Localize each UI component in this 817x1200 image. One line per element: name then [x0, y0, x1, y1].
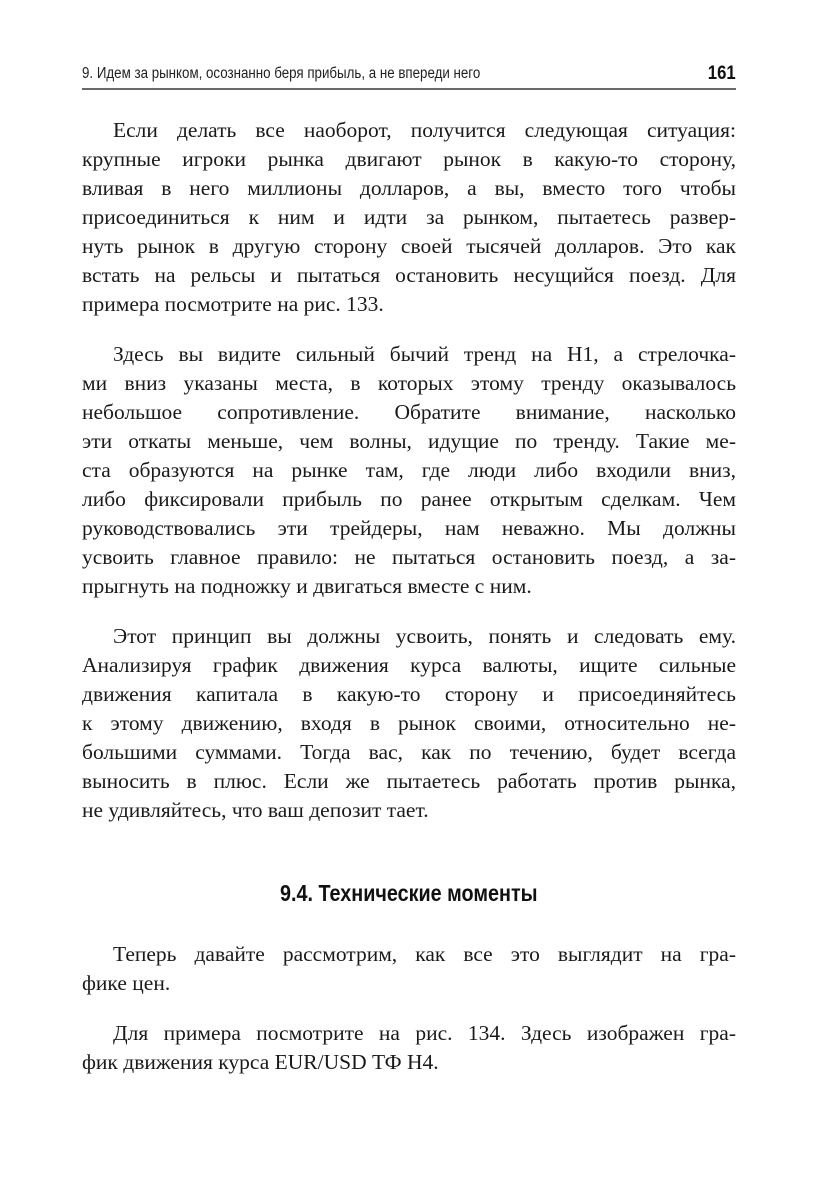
text-line: небольшое сопротивление. Обратите внимание, насколько	[82, 400, 736, 424]
section-heading-text: 9.4. Технические моменты	[280, 880, 538, 906]
text-line: Если делать все наоборот, получится следующая ситуация:	[113, 118, 736, 142]
text-line: усвоить главное правило: не пытаться остановить поезд, а за-	[82, 545, 736, 569]
text-line: Теперь давайте рассмотрим, как все это выглядит на гра-	[113, 942, 736, 966]
text-line: вливая в него миллионы долларов, а вы, вместо того чтобы	[82, 176, 736, 200]
text-line: выносить в плюс. Если же пытаетесь работать против рынка,	[82, 769, 736, 793]
text-line: эти откаты меньше, чем волны, идущие по тренду. Такие ме-	[82, 429, 736, 453]
text-line: ста образуются на рынке там, где люди либо входили вниз,	[82, 458, 736, 482]
text-line: к этому движению, входя в рынок своими, относительно не-	[82, 711, 736, 735]
paragraph	[82, 1019, 736, 1077]
text-line: Этот принцип вы должны усвоить, понять и следовать ему.	[113, 624, 736, 648]
main-text	[82, 116, 736, 846]
paragraph	[82, 940, 736, 998]
text-line: ми вниз указаны места, в которых этому тренду оказывалось	[82, 371, 736, 395]
text-line: руководствовались эти трейдеры, нам неважно. Мы должны	[82, 516, 736, 540]
text-line: встать на рельсы и пытаться остановить несущийся поезд. Для	[82, 263, 736, 287]
text-line: примера посмотрите на рис. 133.	[82, 292, 384, 316]
paragraph	[82, 340, 736, 601]
section-text	[82, 940, 736, 1098]
text-line: фик движения курса EUR/USD ТФ H4.	[82, 1050, 439, 1074]
text-line: нуть рынок в другую сторону своей тысячей долларов. Это как	[82, 234, 736, 258]
text-line: Анализируя график движения курса валюты, ищите сильные	[82, 653, 736, 677]
text-line: не удивляйтесь, что ваш депозит тает.	[82, 798, 429, 822]
chapter-title: 9. Идем за рынком, осознанно беря прибыль, а не впереди него	[82, 65, 481, 82]
text-line: Для примера посмотрите на рис. 134. Здесь изображен гра-	[113, 1021, 736, 1045]
text-line: крупные игроки рынка двигают рынок в какую-то сторону,	[82, 147, 736, 171]
page-number: 161	[708, 63, 736, 84]
text-line: фике цен.	[82, 971, 171, 995]
text-line: Здесь вы видите сильный бычий тренд на H1, а стрелочка-	[113, 342, 736, 366]
text-line: присоединиться к ним и идти за рынком, пытаетесь развер-	[82, 205, 736, 229]
text-line: большими суммами. Тогда вас, как по течению, будет всегда	[82, 740, 736, 764]
paragraph	[82, 622, 736, 825]
text-line: либо фиксировали прибыль по ранее открытым сделкам. Чем	[82, 487, 736, 511]
paragraph	[82, 116, 736, 319]
text-line: прыгнуть на подножку и двигаться вместе с ним.	[82, 574, 532, 598]
running-header	[82, 62, 736, 90]
section-heading	[82, 880, 736, 907]
text-line: движения капитала в какую-то сторону и присоединяйтесь	[82, 682, 736, 706]
